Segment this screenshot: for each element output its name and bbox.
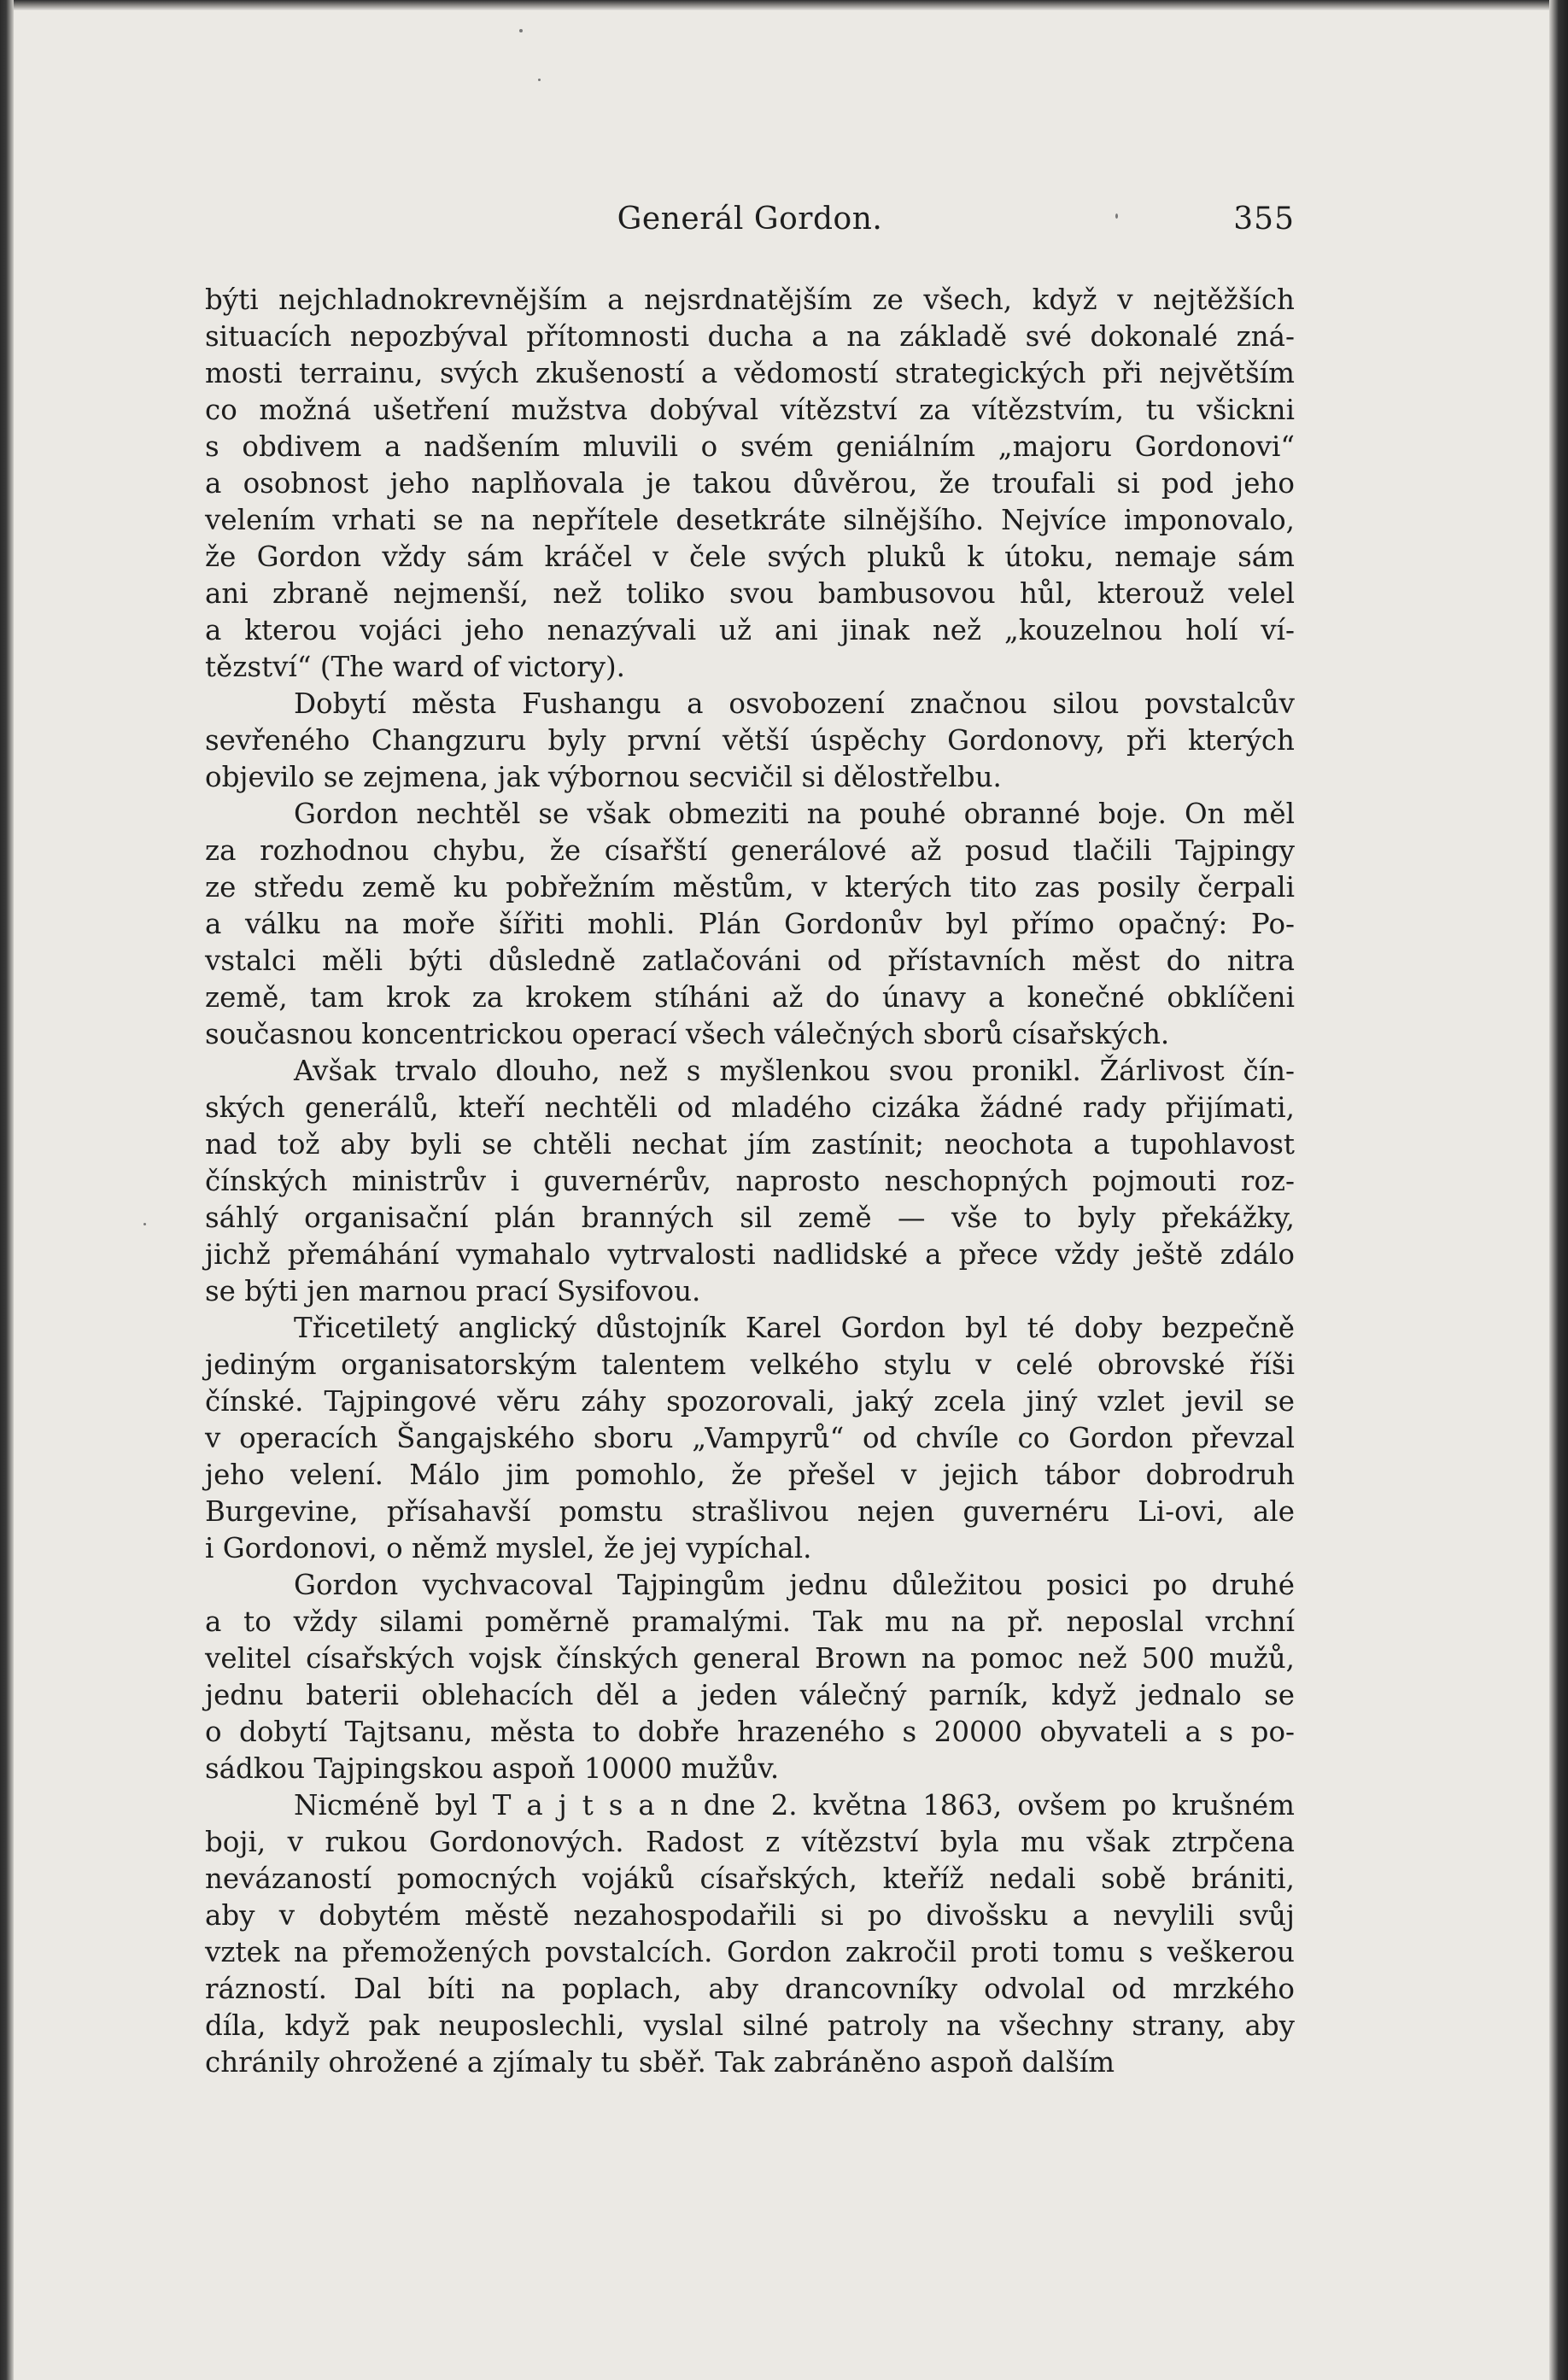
text-line: Třicetiletý anglický důstojník Karel Gordon byl té doby bezpečně: [294, 1312, 1295, 1344]
text-line: situacích nepozbýval přítomnosti ducha a na základě své dokonalé zná-: [205, 320, 1295, 353]
text-line: rázností. Dal bíti na poplach, aby drancovníky odvolal od mrzkého: [205, 1973, 1295, 2005]
scan-speck: [538, 79, 541, 81]
text-line: jichž přemáhání vymahalo vytrvalosti nadlidské a přece vždy ještě zdálo: [205, 1238, 1295, 1271]
text-line: aby v dobytém městě nezahospodařili si po divošsku a nevylili svůj: [205, 1899, 1295, 1932]
text-line: Dobytí města Fushangu a osvobození značnou silou povstalcův: [294, 687, 1295, 720]
page-number: 355: [1233, 202, 1295, 237]
text-line: a kterou vojáci jeho nenazývali už ani jinak než „kouzelnou holí ví-: [205, 614, 1295, 646]
text-line: vztek na přemožených povstalcích. Gordon zakročil proti tomu s veškerou: [205, 1936, 1295, 1968]
text-line: a osobnost jeho naplňovala je takou důvěrou, že troufali si pod jeho: [205, 467, 1295, 500]
text-line: Burgevine, přísahavší pomstu strašlivou nejen guvernéru Li-ovi, ale: [205, 1495, 1295, 1528]
paragraph: [205, 1567, 1295, 1787]
text-line: ze středu země ku pobřežním městům, v kterých tito zas posily čerpali: [205, 871, 1295, 903]
paragraph: [205, 1053, 1295, 1310]
text-line: za rozhodnou chybu, že císařští generálové až posud tlačili Tajpingy: [205, 834, 1295, 867]
text-line: země, tam krok za krokem stíháni až do únavy a konečné obklíčeni: [205, 981, 1295, 1014]
text-line: čínských ministrův i guvernérův, naprosto neschopných pojmouti roz-: [205, 1165, 1295, 1197]
text-line: tězství“ (The ward of victory).: [205, 651, 625, 683]
text-line: a válku na moře šířiti mohli. Plán Gordonův byl přímo opačný: Po-: [205, 908, 1295, 940]
text-line: sevřeného Changzuru byly první větší úspěchy Gordonovy, při kterých: [205, 724, 1295, 757]
text-line: jednu baterii oblehacích děl a jeden válečný parník, když jednalo se: [205, 1679, 1295, 1711]
scan-edge-top: [0, 0, 1568, 10]
text-line: Avšak trvalo dlouho, než s myšlenkou svou pronikl. Žárlivost čín-: [294, 1055, 1295, 1087]
text-line: objevilo se zejmena, jak výbornou secvičil si dělostřelbu.: [205, 761, 1002, 793]
text-line: velitel císařských vojsk čínských general Brown na pomoc než 500 mužů,: [205, 1642, 1295, 1675]
text-line: o dobytí Tajtsanu, města to dobře hrazeného s 20000 obyvateli a s po-: [205, 1716, 1295, 1748]
text-line: velením vrhati se na nepřítele desetkráte silnějšího. Nejvíce imponovalo,: [205, 504, 1295, 536]
text-line: se býti jen marnou prací Sysifovou.: [205, 1275, 701, 1307]
text-line: současnou koncentrickou operací všech válečných sborů císařských.: [205, 1018, 1170, 1050]
text-line: ani zbraně nejmenší, než toliko svou bambusovou hůl, kterouž velel: [205, 577, 1295, 610]
text-line: co možná ušetření mužstva dobýval vítězství za vítězstvím, tu všickni: [205, 394, 1295, 426]
text-line: nad tož aby byli se chtěli nechat jím zastínit; neochota a tupohlavost: [205, 1128, 1295, 1161]
paragraph: [205, 1310, 1295, 1567]
text-line: boji, v rukou Gordonových. Radost z vítězství byla mu však ztrpčena: [205, 1826, 1295, 1858]
text-line: jeho velení. Málo jim pomohlo, že přešel v jejich tábor dobrodruh: [205, 1459, 1295, 1491]
text-line: v operacích Šangajského sboru „Vampyrů“ od chvíle co Gordon převzal: [205, 1422, 1295, 1454]
text-line: Nicméně byl T a j t s a n dne 2. května 1863, ovšem po krušném: [294, 1789, 1295, 1822]
text-line: jediným organisatorským talentem velkého stylu v celé obrovské říši: [205, 1348, 1295, 1381]
text-line: Gordon vychvacoval Tajpingům jednu důležitou posici po druhé: [294, 1569, 1295, 1601]
text-line: býti nejchladnokrevnějším a nejsrdnatějším ze všech, když v nejtěžších: [205, 284, 1295, 316]
text-line: mosti terrainu, svých zkušeností a vědomostí strategických při největším: [205, 357, 1295, 389]
text-line: díla, když pak neuposlechli, vyslal silné patroly na všechny strany, aby: [205, 2009, 1295, 2042]
text-line: s obdivem a nadšením mluvili o svém geniálním „majoru Gordonovi“: [205, 430, 1295, 463]
text-line: i Gordonovi, o němž myslel, že jej vypíchal.: [205, 1532, 812, 1564]
scan-speck: [143, 1223, 146, 1225]
scan-speck: [519, 29, 523, 32]
text-line: chránily ohrožené a zjímaly tu sběř. Tak zabráněno aspoň dalším: [205, 2046, 1115, 2079]
text-line: Gordon nechtěl se však obmeziti na pouhé obranné boje. On měl: [294, 798, 1295, 830]
text-line: že Gordon vždy sám kráčel v čele svých pluků k útoku, nemaje sám: [205, 541, 1295, 573]
text-line: vstalci měli býti důsledně zatlačováni od přístavních měst do nitra: [205, 944, 1295, 977]
text-line: ských generálů, kteří nechtěli od mladého cizáka žádné rady přijímati,: [205, 1091, 1295, 1124]
text-line: čínské. Tajpingové věru záhy spozorovali, jaký zcela jiný vzlet jevil se: [205, 1385, 1295, 1418]
text-line: sáhlý organisační plán branných sil země — vše to byly překážky,: [205, 1202, 1295, 1234]
running-header: [205, 202, 1295, 244]
paragraph: [205, 686, 1295, 796]
scan-edge-right: [1549, 0, 1568, 2380]
text-line: nevázaností pomocných vojáků císařských, kteříž nedali sobě brániti,: [205, 1862, 1295, 1895]
paragraph: [205, 1787, 1295, 2081]
paragraph: [205, 282, 1295, 686]
text-line: a to vždy silami poměrně pramalými. Tak mu na př. neposlal vrchní: [205, 1605, 1295, 1638]
scan-edge-left: [0, 0, 14, 2380]
body-text: [205, 282, 1295, 2081]
paragraph: [205, 796, 1295, 1053]
text-line: sádkou Tajpingskou aspoň 10000 mužův.: [205, 1752, 780, 1785]
running-title: Generál Gordon.: [617, 202, 883, 237]
